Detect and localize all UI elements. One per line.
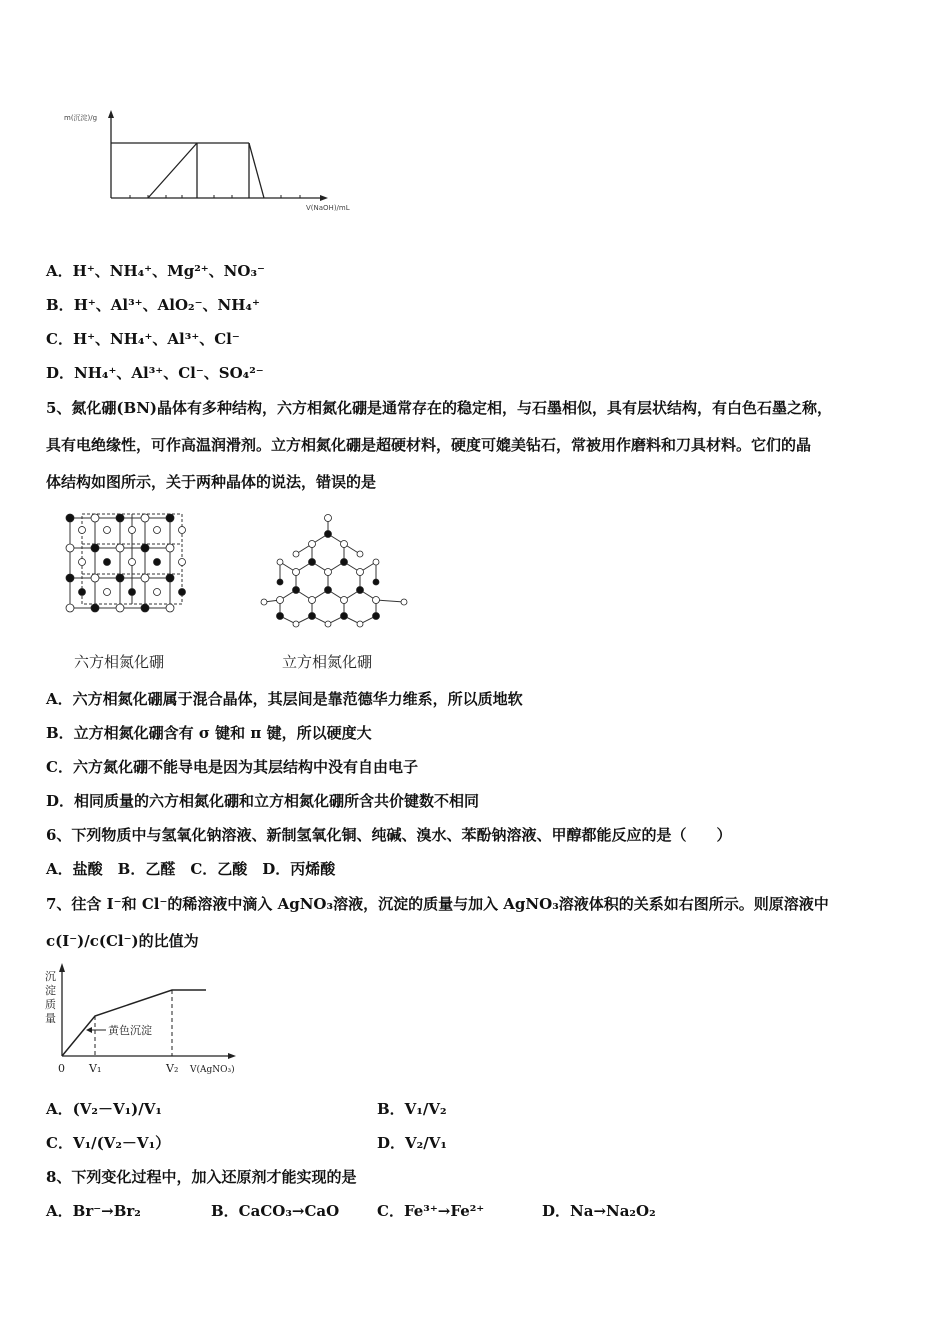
q8-option-b: B．CaCO₃→CaO xyxy=(211,1202,340,1220)
q4-option-c-text: H⁺、NH₄⁺、Al³⁺、Cl⁻ xyxy=(72,330,240,348)
q4-option-b-text: H⁺、Al³⁺、AlO₂⁻、NH₄⁺ xyxy=(73,296,260,314)
q5-stem-line-3: 体结构如图所示，关于两种晶体的说法，错误的是 xyxy=(46,473,377,491)
q4-option-b xyxy=(46,295,260,315)
q7-graph-annotation-arrowhead xyxy=(86,1027,92,1033)
q8-option-d: D．Na→Na₂O₂ xyxy=(542,1202,656,1220)
q4-option-d-text: NH₄⁺、Al³⁺、Cl⁻、SO₄²⁻ xyxy=(74,364,264,382)
q5-option-d: D．相同质量的六方相氮化硼和立方相氮化硼所含共价键数不相同 xyxy=(46,792,480,810)
q4-option-a-label: A． xyxy=(46,262,73,280)
q4-graph-rise-line xyxy=(148,143,197,198)
q8-option-a: A．Br⁻→Br₂ xyxy=(46,1202,141,1220)
q7-graph-x-arrow xyxy=(228,1053,236,1059)
q8-stem: 8、下列变化过程中，加入还原剂才能实现的是 xyxy=(46,1168,357,1186)
q4-option-d xyxy=(46,363,264,383)
q4-option-a xyxy=(46,261,265,281)
q5-hexagonal-bn-structure xyxy=(62,510,192,620)
q5-option-b: B．立方相氮化硼含有 σ 键和 π 键，所以硬度大 xyxy=(46,724,372,742)
q4-graph-x-arrow xyxy=(320,195,328,201)
q7-graph-annotation: 黄色沉淀 xyxy=(108,1024,152,1037)
q7-graph-ylabel: 沉淀质量 xyxy=(45,970,56,1025)
q8-option-c: C．Fe³⁺→Fe²⁺ xyxy=(377,1202,485,1220)
q7-option-a: A．(V₂－V₁)/V₁ xyxy=(46,1100,162,1118)
q7-option-b: B．V₁/V₂ xyxy=(377,1100,447,1118)
q5-stem-line-1: 5、氮化硼(BN)晶体有多种结构，六方相氮化硼是通常存在的稳定相，与石墨相似，具有层状结构，有白色石墨之称， xyxy=(46,399,833,417)
q7-stem-line-1: 7、往含 I⁻和 Cl⁻的稀溶液中滴入 AgNO₃溶液，沉淀的质量与加入 AgNO₃溶液体积的关系如右图所示。则原溶液中 xyxy=(46,895,829,913)
q5-cubic-caption: 立方相氮化硼 xyxy=(282,653,373,671)
q4-graph-ylabel: m(沉淀)/g xyxy=(64,114,98,122)
q7-graph-v2-label: V₂ xyxy=(166,1062,179,1075)
q7-graph-curve xyxy=(62,990,206,1056)
q7-stem-line-2: c(I⁻)/c(Cl⁻)的比值为 xyxy=(46,932,199,950)
q4-graph-fall-line xyxy=(249,143,264,198)
q4-option-d-label: D． xyxy=(46,364,75,382)
q7-graph-xlabel: V(AgNO₃) xyxy=(190,1065,235,1075)
q7-graph-y-arrow xyxy=(59,963,65,972)
q4-option-c-label: C． xyxy=(46,330,73,348)
q6-stem: 6、下列物质中与氢氧化钠溶液、新制氢氧化铜、纯碱、溴水、苯酚钠溶液、甲醇都能反应的是（ ） xyxy=(46,826,732,844)
q4-option-a-text: H⁺、NH₄⁺、Mg²⁺、NO₃⁻ xyxy=(72,262,265,280)
q7-option-c: C．V₁/(V₂－V₁） xyxy=(46,1134,171,1152)
q5-option-c: C．六方氮化硼不能导电是因为其层结构中没有自由电子 xyxy=(46,758,418,776)
q4-option-b-label: B． xyxy=(46,296,74,314)
q5-stem-line-2: 具有电绝缘性，可作高温润滑剂。立方相氮化硼是超硬材料，硬度可媲美钻石，常被用作磨料和刀具材料。它们的晶 xyxy=(46,436,812,454)
q7-graph-origin: 0 xyxy=(58,1062,65,1075)
q6-options: A．盐酸 B．乙醛 C．乙酸 D．丙烯酸 xyxy=(46,860,336,878)
q4-graph-y-arrow xyxy=(108,110,114,118)
q4-graph-xlabel: V(NaOH)/mL xyxy=(306,204,350,212)
q5-cubic-bn-structure xyxy=(256,510,412,630)
q4-option-c xyxy=(46,329,240,349)
q7-graph-v1-label: V₁ xyxy=(89,1062,102,1075)
q5-option-a: A．六方相氮化硼属于混合晶体，其层间是靠范德华力维系，所以质地软 xyxy=(46,690,523,708)
q5-hexagonal-caption: 六方相氮化硼 xyxy=(74,653,165,671)
q7-option-d: D．V₂/V₁ xyxy=(377,1134,447,1152)
q7-precipitate-graph xyxy=(40,960,240,1078)
q4-precipitate-graph xyxy=(60,108,370,218)
